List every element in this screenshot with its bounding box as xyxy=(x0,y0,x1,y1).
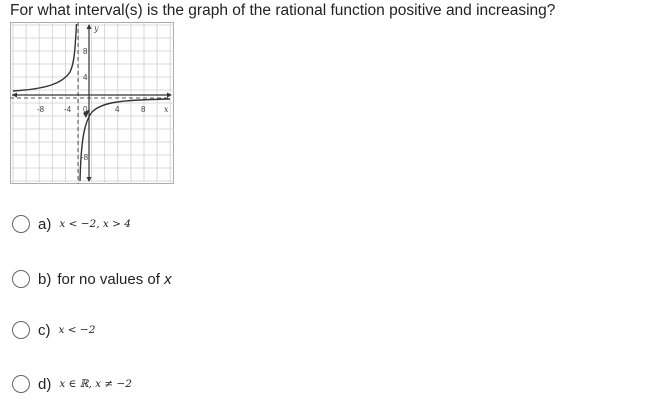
option-d-letter: d) xyxy=(38,375,52,393)
option-a-radio[interactable] xyxy=(12,215,30,233)
option-a-letter: a) xyxy=(38,215,52,233)
x-tick-neg8: -8 xyxy=(37,105,45,114)
graph-svg xyxy=(10,22,174,184)
y-tick-neg8: -8 xyxy=(81,153,89,162)
option-b-text: for no values of x xyxy=(57,270,172,288)
x-axis-label: x xyxy=(164,105,169,114)
x-tick-4: 4 xyxy=(115,105,120,114)
x-tick-neg4: -4 xyxy=(64,105,72,114)
x-tick-8: 8 xyxy=(141,105,146,114)
option-d[interactable] xyxy=(12,375,132,393)
option-c-text: x < −2 xyxy=(58,324,96,336)
option-d-text: x ∈ ℝ, x ≠ −2 xyxy=(59,378,132,390)
option-c[interactable] xyxy=(12,321,95,339)
question-text: For what interval(s) is the graph of the rational function positive and increasing? xyxy=(10,2,556,19)
option-b-radio[interactable] xyxy=(12,270,30,288)
y-tick-8: 8 xyxy=(83,47,88,56)
y-tick-4: 4 xyxy=(83,73,88,82)
option-a-text: x < −2, x > 4 xyxy=(59,218,131,230)
x-tick-0: 0 xyxy=(83,105,88,114)
option-a[interactable] xyxy=(12,215,131,233)
option-d-radio[interactable] xyxy=(12,375,30,393)
option-b-letter: b) xyxy=(38,270,52,288)
rational-function-graph xyxy=(10,22,174,184)
y-axis-label: y xyxy=(94,24,99,33)
option-c-letter: c) xyxy=(38,321,51,339)
option-c-radio[interactable] xyxy=(12,321,30,339)
option-b[interactable] xyxy=(12,270,172,288)
